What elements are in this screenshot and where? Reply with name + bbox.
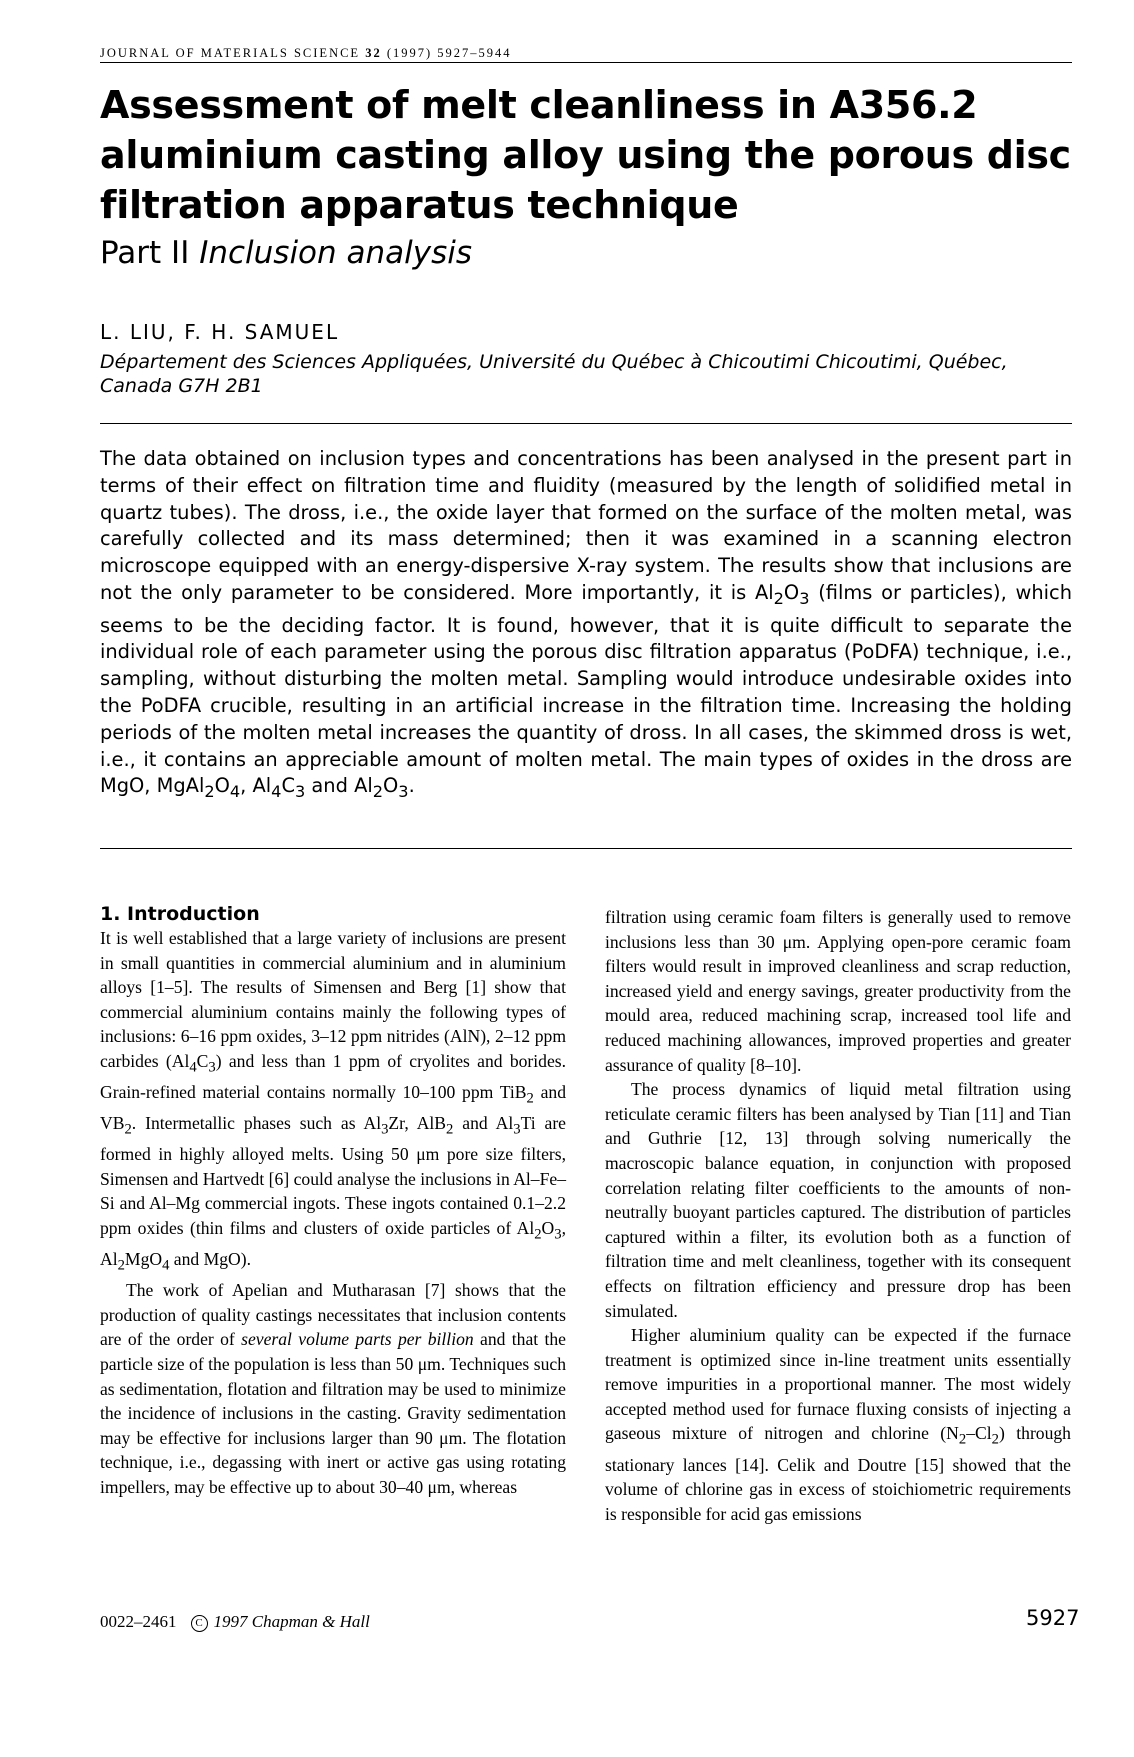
formula-mgal2o4: $MgAl_2O_4$ [156,774,241,802]
article-subtitle: Part II Inclusion analysis [100,235,473,271]
formula-al2mgo4: $Al_2MgO_4$ [100,1249,170,1274]
page-number: 5927 [1026,1606,1080,1630]
formula-al3ti: $Al_3Ti$ [495,1113,536,1138]
issn: 0022–2461 [100,1612,177,1631]
affiliation: Département des Sciences Appliquées, Université du Québec à Chicoutimi Chicoutimi, Québec, Canada G7H 2B1 [100,351,1008,397]
article-title: Assessment of melt cleanliness in A356.2 aluminium casting alloy using the porous disc filtration apparatus technique [100,83,1071,227]
formula-tib2: TiB$_2$ [499,1082,534,1107]
journal-volume: 32 [365,46,382,60]
formula-al2o3: $Al_2O_3$ [354,774,409,802]
paragraph: The process dynamics of liquid metal filtration using reticulate ceramic filters has been analysed by Tian [11] and Tian and Guthrie [12, 13] through solving numerically the macroscopic balance equation, in conjunction with proposed correlation relating filter coefficients to the amounts of non-neutrally buoyant particles captured. The distribution of particles captured within a filter, its evolution both as a function of filtration time and melt cleanliness, together with its consequent effects on filtration efficiency and pressure drop has been simulated. [605,1079,1071,1321]
right-column [605,905,1071,1526]
paragraph: It is well established that a large variety of inclusions are present in small quantities in commercial aluminium and in aluminium alloys [1–5]. The results of Simensen and Berg [1] show that commercial aluminium contains mainly the following types of inclusions: 6–16 ppm oxides, 3–12 ppm nitrides (AlN), 2–12 ppm carbides $(Al_4C_3)$ and less than 1 ppm of cryolites and borides. Grain-refined material contains normally 10–100 ppm TiB$_2$ and $VB_2$. Intermetallic phases such as $Al_3Zr$, AlB$_2$ and $Al_3Ti$ are formed in highly alloyed melts. Using 50 μm pore size filters, Simensen and Hartvedt [6] could analyse the inclusions in Al–Fe–Si and Al–Mg commercial ingots. These ingots contained 0.1–2.2 ppm oxides (thin films and clusters of oxide particles of $Al_2O_3$, $Al_2MgO_4$ and MgO). [100,928,567,1274]
journal-header: JOURNAL OF MATERIALS SCIENCE 32 (1997) 5927–5944 [100,46,512,60]
copyright-icon: C [191,1615,208,1632]
formula-al2o3: $Al_2O_3$ [516,1218,562,1243]
formula-alb2: AlB$_2$ [416,1113,454,1138]
paragraph: Higher aluminium quality can be expected if the furnace treatment is optimized since in-line treatment units essentially remove impurities in a proportional manner. The most widely accepted method used for furnace fluxing consists of injecting a gaseous mixture of nitrogen and chlorine $(N_2-Cl_2)$ through stationary lances [14]. Celik and Doutre [15] showed that the volume of chlorine gas in excess of stoichiometric requirements is responsible for acid gas emissions [605,1325,1071,1524]
section-heading: 1. Introduction [100,903,260,925]
header-rule [100,62,1072,63]
footer-copyright [100,1612,370,1632]
abstract-top-rule [100,423,1072,424]
paragraph: filtration using ceramic foam filters is generally used to remove inclusions less than 30 μm. Applying open-pore ceramic foam filters would result in improved cleanliness and scrap reduction, increased yield and energy savings, greater productivity from the mould area, reduced machining scrap, increased tool life and reduced machining allowances, improved properties and greater assurance of quality [8–10]. [605,907,1071,1075]
paragraph: The work of Apelian and Mutharasan [7] shows that the production of quality castings necessitates that inclusion contents are of the order of several volume parts per billion and that the particle size of the population is less than 50 μm. Techniques such as sedimentation, flotation and filtration may be used to minimize the incidence of inclusions in the casting. Gravity sedimentation may be effective for inclusions larger than 90 μm. The flotation technique, i.e., degassing with inert or active gas using rotating impellers, may be effective up to about 30–40 μm, whereas [100,1280,566,1498]
formula-al2o3: $Al_2O_3$ [754,580,810,608]
abstract-bottom-rule [100,848,1072,849]
publisher: 1997 Chapman & Hall [213,1612,370,1631]
left-column [100,902,566,1500]
abstract: The data obtained on inclusion types and concentrations has been analysed in the present part in terms of their effect on filtration time and fluidity (measured by the length of solidified metal in quartz tubes). The dross, i.e., the oxide layer that formed on the surface of the molten metal, was carefully collected and its mass determined; then it was examined in a scanning electron microscope equipped with an energy-dispersive X-ray system. The results show that inclusions are not the only parameter to be considered. More importantly, it is $Al_2O_3$ (films or particles), which seems to be the deciding factor. It is found, however, that it is quite difficult to separate the individual role of each parameter using the porous disc filtration apparatus (PoDFA) technique, i.e., sampling, without disturbing the molten metal. Sampling would introduce undesirable oxides into the PoDFA crucible, resulting in an artificial increase in the filtration time. Increasing the holding periods of the molten metal increases the quantity of dross. In all cases, the skimmed dross is wet, i.e., it contains an appreciable amount of molten metal. The main types of oxides in the dross are MgO, $MgAl_2O_4$, $Al_4C_3$ and $Al_2O_3$. [100,447,1072,802]
formula-al3zr: $Al_3Zr$ [363,1113,405,1138]
authors: L. LIU, F. H. SAMUEL [100,320,340,344]
formula-al4c3: $Al_4C_3$ [252,774,306,802]
formula-n2cl2: $N_2-Cl_2$ [946,1423,999,1448]
formula-vb2: $VB_2$ [100,1113,132,1138]
formula-al4c3: $Al_4C_3$ [171,1050,216,1076]
